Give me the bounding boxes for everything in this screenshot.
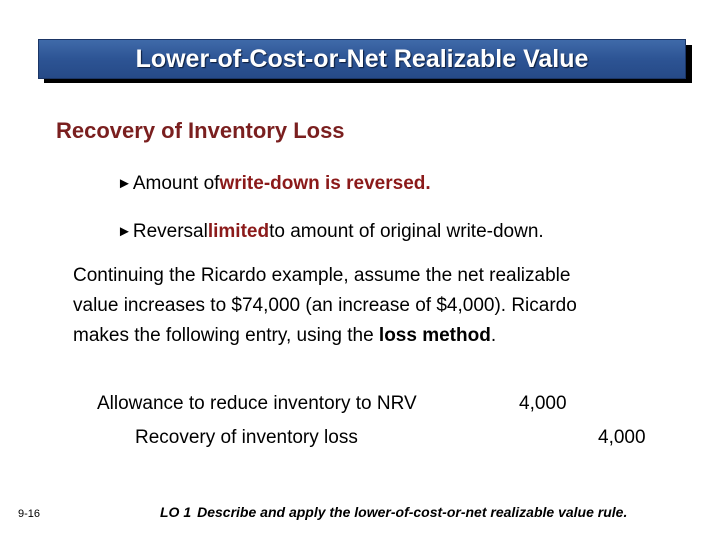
bullet-1-text: Amount of <box>132 173 220 194</box>
journal-debit-account: Allowance to reduce inventory to NRV <box>97 393 417 414</box>
journal-credit-amount: 4,000 <box>598 427 646 448</box>
learning-objective-text: Describe and apply the lower-of-cost-or-net realizable value rule. <box>197 504 628 520</box>
paragraph-line-3 <box>73 321 693 351</box>
bullet-2-emphasis: limited <box>207 221 270 242</box>
journal-credit-account: Recovery of inventory loss <box>135 427 358 448</box>
example-paragraph <box>73 261 693 351</box>
bullet-2-text: Reversal <box>132 221 208 242</box>
journal-debit-amount: 4,000 <box>519 393 567 414</box>
bullet-1-emphasis: write-down is reversed. <box>219 173 431 194</box>
page-number: 9-16 <box>18 508 41 520</box>
bullet-item-1 <box>117 173 431 195</box>
paragraph-line-3-bold: loss method <box>378 325 491 346</box>
paragraph-line-3-post: . <box>490 325 497 346</box>
slide-title: Lower-of-Cost-or-Net Realizable Value <box>135 44 589 73</box>
learning-objective-label: LO 1 <box>160 504 192 520</box>
paragraph-line-2: value increases to $74,000 (an increase of $4,000). Ricardo <box>73 295 577 316</box>
paragraph-line-1: Continuing the Ricardo example, assume the net realizable <box>73 265 571 286</box>
bullet-arrow-icon: ► <box>117 174 132 192</box>
paragraph-line-3-pre: makes the following entry, using the <box>73 325 379 346</box>
section-heading: Recovery of Inventory Loss <box>56 118 345 143</box>
bullet-2-post: to amount of original write-down. <box>269 221 544 242</box>
title-banner <box>38 39 686 79</box>
bullet-item-2 <box>117 221 544 243</box>
bullet-arrow-icon: ► <box>117 222 132 240</box>
learning-objective-footer <box>160 504 627 520</box>
